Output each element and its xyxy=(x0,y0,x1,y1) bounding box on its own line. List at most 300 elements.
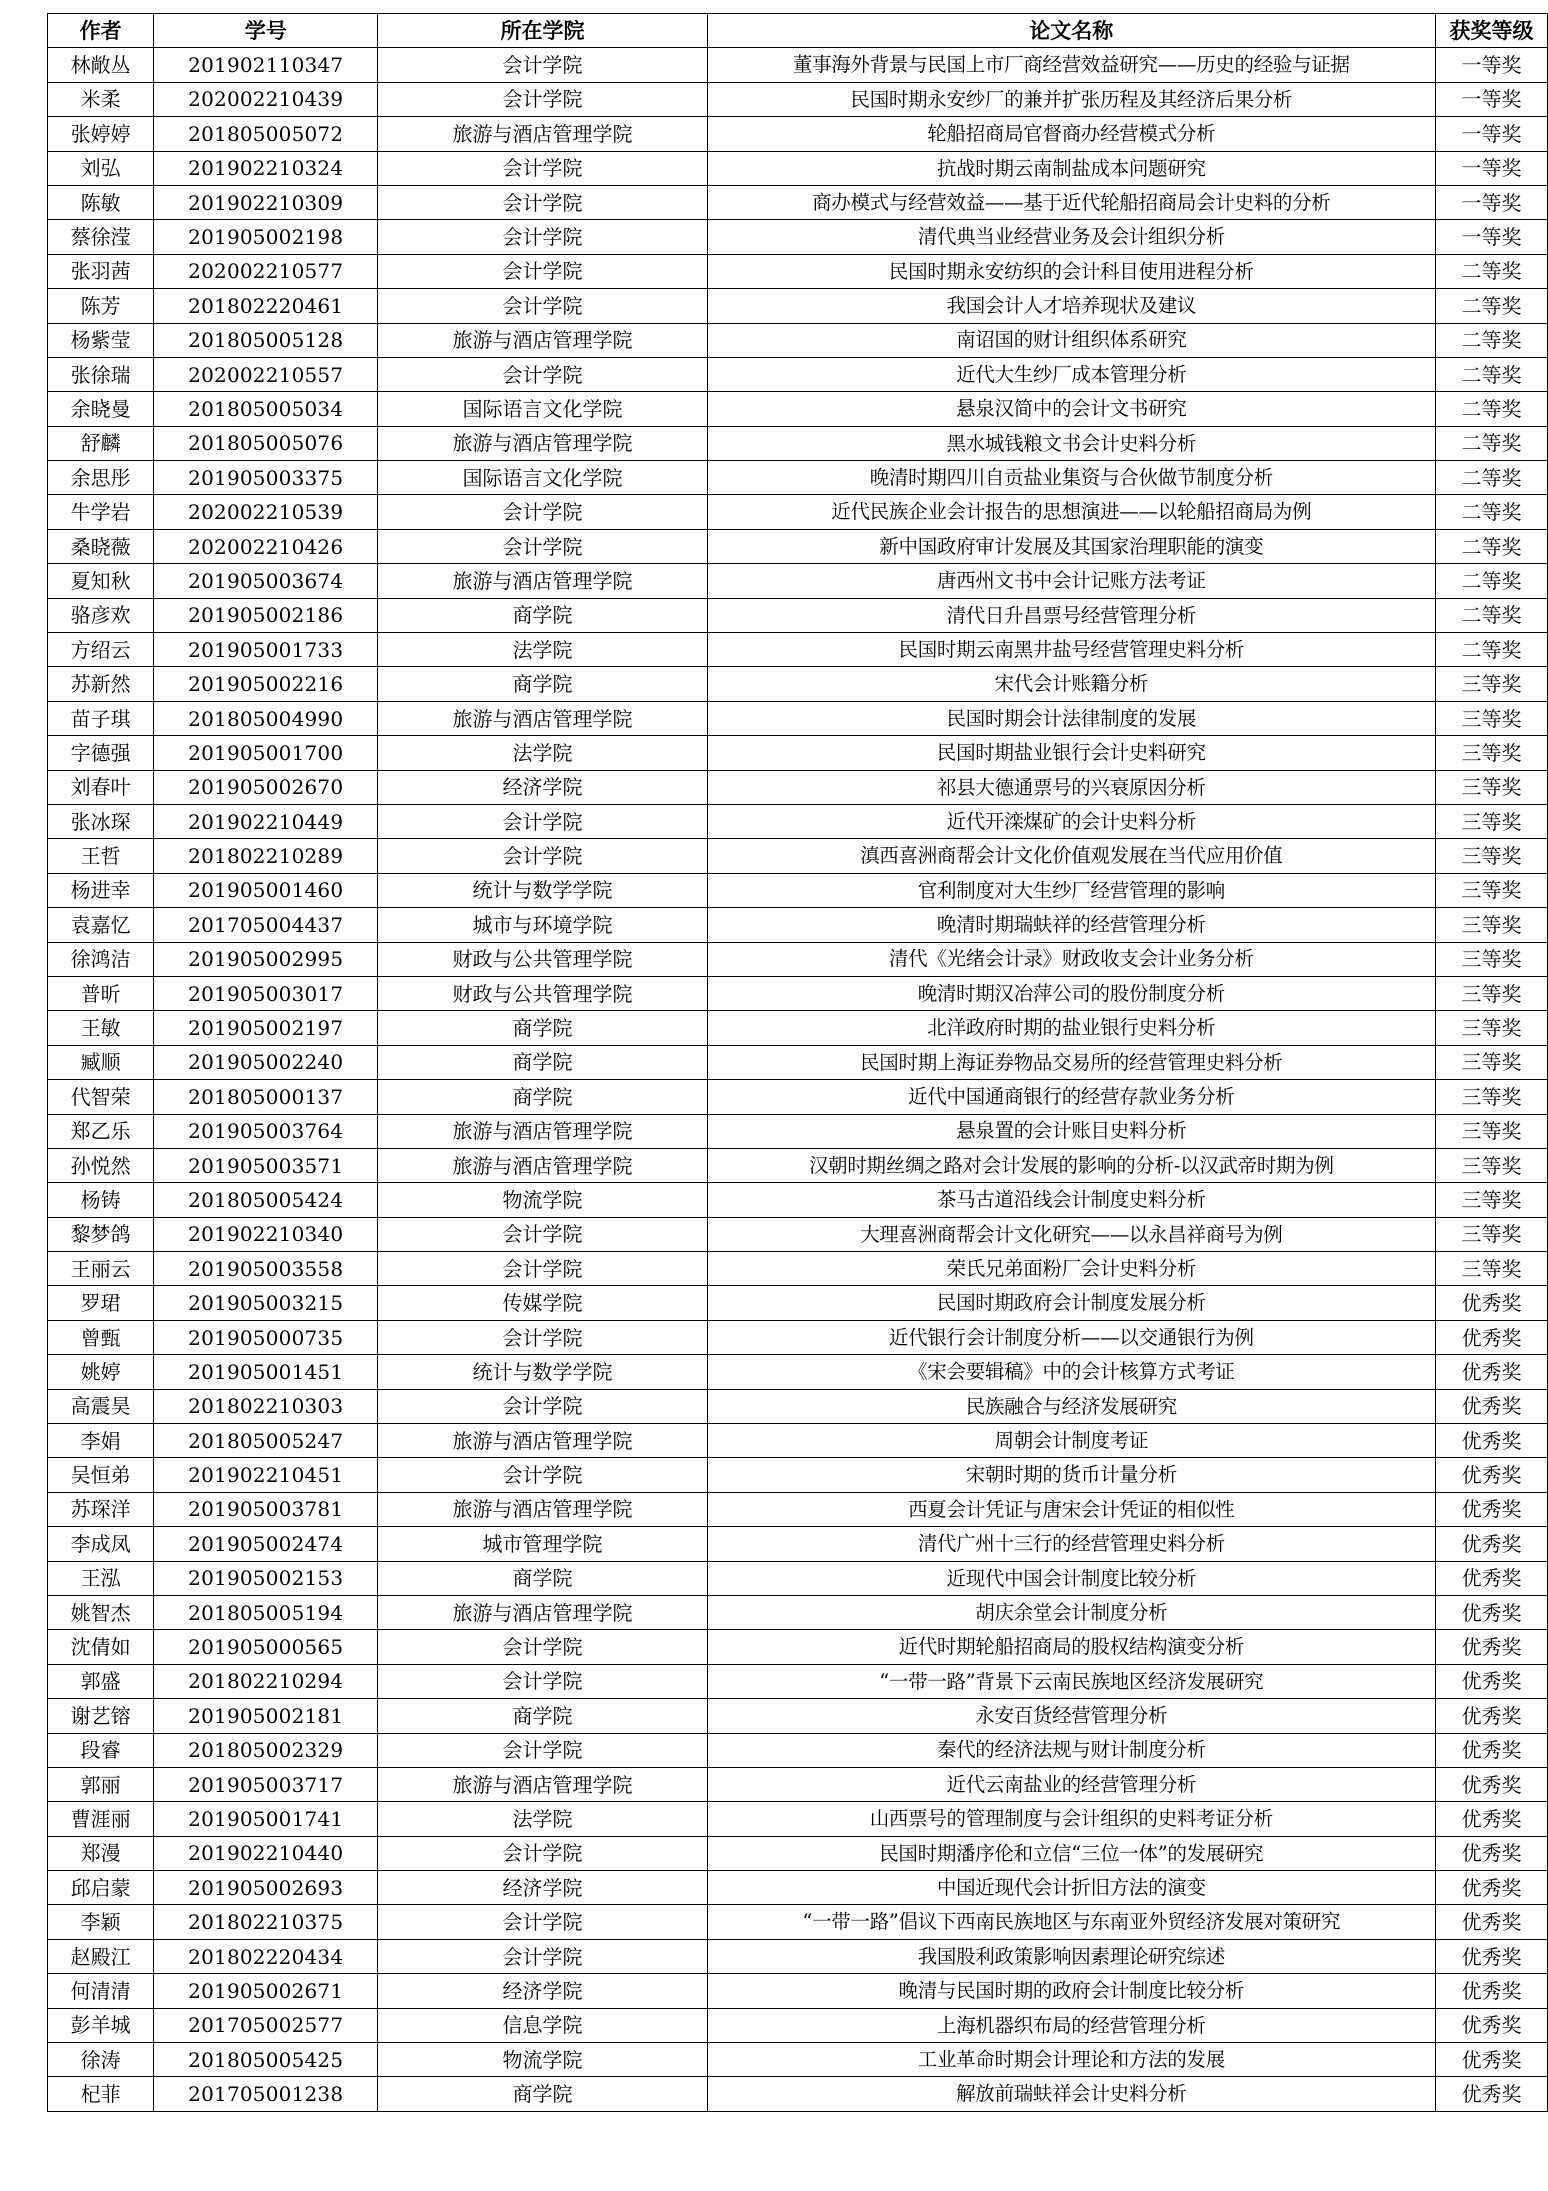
author-cell: 方绍云 xyxy=(48,633,154,667)
paper-title-cell: 近代银行会计制度分析——以交通银行为例 xyxy=(707,1320,1435,1354)
award-level-cell: 三等奖 xyxy=(1435,839,1547,873)
paper-title-cell: 西夏会计凭证与唐宋会计凭证的相似性 xyxy=(707,1492,1435,1526)
table-row xyxy=(48,1767,1548,1801)
table-body xyxy=(48,48,1548,2111)
author-cell: 张羽茜 xyxy=(48,254,154,288)
college-cell: 财政与公共管理学院 xyxy=(378,976,707,1010)
college-cell: 会计学院 xyxy=(378,1733,707,1767)
student-id-cell: 201705002577 xyxy=(154,2008,378,2042)
author-cell: 字德强 xyxy=(48,736,154,770)
student-id-cell: 201905003571 xyxy=(154,1148,378,1182)
author-cell: 高震昊 xyxy=(48,1389,154,1423)
author-cell: 普昕 xyxy=(48,976,154,1010)
paper-title-cell: 晚清时期瑞蚨祥的经营管理分析 xyxy=(707,908,1435,942)
paper-title-cell: 山西票号的管理制度与会计组织的史料考证分析 xyxy=(707,1802,1435,1836)
college-cell: 传媒学院 xyxy=(378,1286,707,1320)
paper-title-cell: 民国时期云南黑井盐号经营管理史料分析 xyxy=(707,633,1435,667)
college-cell: 商学院 xyxy=(378,667,707,701)
college-cell: 商学院 xyxy=(378,1011,707,1045)
table-row xyxy=(48,736,1548,770)
student-id-cell: 201805005034 xyxy=(154,392,378,426)
award-level-cell: 优秀奖 xyxy=(1435,1733,1547,1767)
table-row xyxy=(48,2043,1548,2077)
table-row xyxy=(48,1286,1548,1320)
table-row xyxy=(48,701,1548,735)
college-cell: 物流学院 xyxy=(378,2043,707,2077)
table-row xyxy=(48,2077,1548,2111)
college-cell: 国际语言文化学院 xyxy=(378,392,707,426)
college-cell: 旅游与酒店管理学院 xyxy=(378,323,707,357)
college-cell: 物流学院 xyxy=(378,1183,707,1217)
student-id-cell: 201805005424 xyxy=(154,1183,378,1217)
award-level-cell: 优秀奖 xyxy=(1435,2043,1547,2077)
award-level-cell: 优秀奖 xyxy=(1435,1355,1547,1389)
student-id-cell: 201905002671 xyxy=(154,1974,378,2008)
table-row xyxy=(48,1595,1548,1629)
student-id-cell: 201902210451 xyxy=(154,1458,378,1492)
paper-title-cell: 民国时期永安纺织的会计科目使用进程分析 xyxy=(707,254,1435,288)
student-id-cell: 201905002198 xyxy=(154,220,378,254)
college-cell: 旅游与酒店管理学院 xyxy=(378,1114,707,1148)
award-level-cell: 三等奖 xyxy=(1435,1045,1547,1079)
author-cell: 彭羊城 xyxy=(48,2008,154,2042)
college-cell: 旅游与酒店管理学院 xyxy=(378,1492,707,1526)
paper-title-cell: 南诏国的财计组织体系研究 xyxy=(707,323,1435,357)
student-id-cell: 201905000735 xyxy=(154,1320,378,1354)
table-row xyxy=(48,1802,1548,1836)
paper-title-cell: 滇西喜洲商帮会计文化价值观发展在当代应用价值 xyxy=(707,839,1435,873)
paper-title-cell: 我国股利政策影响因素理论研究综述 xyxy=(707,1939,1435,1973)
student-id-cell: 201905001460 xyxy=(154,873,378,907)
college-cell: 会计学院 xyxy=(378,1389,707,1423)
award-level-cell: 二等奖 xyxy=(1435,426,1547,460)
student-id-cell: 201905002186 xyxy=(154,598,378,632)
student-id-cell: 201905000565 xyxy=(154,1630,378,1664)
college-cell: 会计学院 xyxy=(378,495,707,529)
award-level-cell: 三等奖 xyxy=(1435,1011,1547,1045)
college-cell: 会计学院 xyxy=(378,289,707,323)
table-row xyxy=(48,289,1548,323)
author-cell: 张冰琛 xyxy=(48,804,154,838)
award-level-cell: 一等奖 xyxy=(1435,117,1547,151)
college-cell: 法学院 xyxy=(378,736,707,770)
award-level-cell: 二等奖 xyxy=(1435,357,1547,391)
college-cell: 会计学院 xyxy=(378,220,707,254)
author-cell: 苏琛洋 xyxy=(48,1492,154,1526)
student-id-cell: 201805004990 xyxy=(154,701,378,735)
paper-title-cell: 商办模式与经营效益——基于近代轮船招商局会计史料的分析 xyxy=(707,185,1435,219)
author-cell: 何清清 xyxy=(48,1974,154,2008)
student-id-cell: 201802220434 xyxy=(154,1939,378,1973)
author-cell: 林敞丛 xyxy=(48,48,154,82)
author-cell: 余思彤 xyxy=(48,461,154,495)
college-cell: 商学院 xyxy=(378,1699,707,1733)
table-row xyxy=(48,564,1548,598)
award-level-cell: 优秀奖 xyxy=(1435,1630,1547,1664)
award-level-cell: 三等奖 xyxy=(1435,942,1547,976)
table-row xyxy=(48,1355,1548,1389)
author-cell: 郑漫 xyxy=(48,1836,154,1870)
award-level-cell: 三等奖 xyxy=(1435,873,1547,907)
award-level-cell: 优秀奖 xyxy=(1435,1699,1547,1733)
student-id-cell: 201805005194 xyxy=(154,1595,378,1629)
paper-title-cell: 宋朝时期的货币计量分析 xyxy=(707,1458,1435,1492)
award-level-cell: 一等奖 xyxy=(1435,185,1547,219)
author-cell: 陈芳 xyxy=(48,289,154,323)
student-id-cell: 201905002197 xyxy=(154,1011,378,1045)
college-cell: 城市与环境学院 xyxy=(378,908,707,942)
paper-title-cell: 民国时期上海证券物品交易所的经营管理史料分析 xyxy=(707,1045,1435,1079)
paper-title-cell: 近现代中国会计制度比较分析 xyxy=(707,1561,1435,1595)
award-level-cell: 优秀奖 xyxy=(1435,1527,1547,1561)
table-row xyxy=(48,1974,1548,2008)
table-row xyxy=(48,461,1548,495)
table-row xyxy=(48,873,1548,907)
table-row xyxy=(48,220,1548,254)
college-cell: 旅游与酒店管理学院 xyxy=(378,1424,707,1458)
table-row xyxy=(48,1905,1548,1939)
author-cell: 罗珺 xyxy=(48,1286,154,1320)
table-row xyxy=(48,151,1548,185)
paper-title-cell: 晚清时期汉冶萍公司的股份制度分析 xyxy=(707,976,1435,1010)
award-level-cell: 三等奖 xyxy=(1435,1252,1547,1286)
author-cell: 牛学岩 xyxy=(48,495,154,529)
award-level-cell: 优秀奖 xyxy=(1435,1836,1547,1870)
author-cell: 谢艺镕 xyxy=(48,1699,154,1733)
college-cell: 会计学院 xyxy=(378,1320,707,1354)
award-document xyxy=(47,13,1548,2112)
author-cell: 张徐瑞 xyxy=(48,357,154,391)
paper-title-cell: 近代中国通商银行的经营存款业务分析 xyxy=(707,1080,1435,1114)
table-row xyxy=(48,117,1548,151)
paper-title-cell: 民族融合与经济发展研究 xyxy=(707,1389,1435,1423)
college-cell: 会计学院 xyxy=(378,1836,707,1870)
paper-title-cell: 民国时期政府会计制度发展分析 xyxy=(707,1286,1435,1320)
award-level-cell: 优秀奖 xyxy=(1435,1389,1547,1423)
paper-title-cell: 茶马古道沿线会计制度史料分析 xyxy=(707,1183,1435,1217)
table-row xyxy=(48,2008,1548,2042)
paper-title-cell: 董事海外背景与民国上市厂商经营效益研究——历史的经验与证据 xyxy=(707,48,1435,82)
student-id-cell: 201802210303 xyxy=(154,1389,378,1423)
paper-title-cell: 新中国政府审计发展及其国家治理职能的演变 xyxy=(707,529,1435,563)
student-id-cell: 201905002474 xyxy=(154,1527,378,1561)
table-row xyxy=(48,942,1548,976)
award-level-cell: 三等奖 xyxy=(1435,908,1547,942)
author-cell: 袁嘉忆 xyxy=(48,908,154,942)
award-level-cell: 优秀奖 xyxy=(1435,1664,1547,1698)
author-cell: 王泓 xyxy=(48,1561,154,1595)
award-level-cell: 三等奖 xyxy=(1435,667,1547,701)
paper-title-cell: 晚清与民国时期的政府会计制度比较分析 xyxy=(707,1974,1435,2008)
table-row xyxy=(48,495,1548,529)
student-id-cell: 201805005076 xyxy=(154,426,378,460)
student-id-cell: 201905001741 xyxy=(154,1802,378,1836)
author-cell: 骆彦欢 xyxy=(48,598,154,632)
table-row xyxy=(48,804,1548,838)
award-level-cell: 三等奖 xyxy=(1435,976,1547,1010)
award-level-cell: 二等奖 xyxy=(1435,392,1547,426)
author-cell: 张婷婷 xyxy=(48,117,154,151)
student-id-cell: 201905001451 xyxy=(154,1355,378,1389)
paper-title-cell: 宋代会计账籍分析 xyxy=(707,667,1435,701)
student-id-cell: 201805005247 xyxy=(154,1424,378,1458)
college-cell: 城市管理学院 xyxy=(378,1527,707,1561)
award-level-cell: 二等奖 xyxy=(1435,529,1547,563)
column-header-author: 作者 xyxy=(48,14,154,48)
paper-title-cell: 汉朝时期丝绸之路对会计发展的影响的分析-以汉武帝时期为例 xyxy=(707,1148,1435,1182)
student-id-cell: 201805002329 xyxy=(154,1733,378,1767)
table-header-row xyxy=(48,14,1548,48)
college-cell: 商学院 xyxy=(378,1045,707,1079)
table-row xyxy=(48,1217,1548,1251)
author-cell: 米柔 xyxy=(48,82,154,116)
student-id-cell: 201902210440 xyxy=(154,1836,378,1870)
column-header-paper-title: 论文名称 xyxy=(707,14,1435,48)
table-row xyxy=(48,1045,1548,1079)
paper-title-cell: 工业革命时期会计理论和方法的发展 xyxy=(707,2043,1435,2077)
table-row xyxy=(48,598,1548,632)
college-cell: 会计学院 xyxy=(378,48,707,82)
author-cell: 李成凤 xyxy=(48,1527,154,1561)
author-cell: 吴恒弟 xyxy=(48,1458,154,1492)
paper-title-cell: 近代云南盐业的经营管理分析 xyxy=(707,1767,1435,1801)
author-cell: 刘春叶 xyxy=(48,770,154,804)
author-cell: 杞菲 xyxy=(48,2077,154,2111)
paper-title-cell: 北洋政府时期的盐业银行史料分析 xyxy=(707,1011,1435,1045)
paper-title-cell: 祁县大德通票号的兴衰原因分析 xyxy=(707,770,1435,804)
college-cell: 财政与公共管理学院 xyxy=(378,942,707,976)
table-row xyxy=(48,633,1548,667)
college-cell: 商学院 xyxy=(378,598,707,632)
table-row xyxy=(48,1527,1548,1561)
author-cell: 赵殿江 xyxy=(48,1939,154,1973)
college-cell: 会计学院 xyxy=(378,1458,707,1492)
table-row xyxy=(48,323,1548,357)
award-level-cell: 优秀奖 xyxy=(1435,1802,1547,1836)
author-cell: 刘弘 xyxy=(48,151,154,185)
table-row xyxy=(48,1871,1548,1905)
college-cell: 旅游与酒店管理学院 xyxy=(378,1148,707,1182)
column-header-college: 所在学院 xyxy=(378,14,707,48)
student-id-cell: 201705001238 xyxy=(154,2077,378,2111)
college-cell: 旅游与酒店管理学院 xyxy=(378,117,707,151)
award-level-cell: 二等奖 xyxy=(1435,564,1547,598)
college-cell: 旅游与酒店管理学院 xyxy=(378,1767,707,1801)
college-cell: 统计与数学学院 xyxy=(378,1355,707,1389)
author-cell: 李颖 xyxy=(48,1905,154,1939)
award-level-cell: 优秀奖 xyxy=(1435,1871,1547,1905)
student-id-cell: 201905002240 xyxy=(154,1045,378,1079)
college-cell: 会计学院 xyxy=(378,357,707,391)
author-cell: 王丽云 xyxy=(48,1252,154,1286)
table-row xyxy=(48,1664,1548,1698)
table-row xyxy=(48,1492,1548,1526)
award-level-cell: 二等奖 xyxy=(1435,323,1547,357)
student-id-cell: 202002210426 xyxy=(154,529,378,563)
paper-title-cell: 民国时期会计法律制度的发展 xyxy=(707,701,1435,735)
student-id-cell: 201905003558 xyxy=(154,1252,378,1286)
paper-title-cell: 官利制度对大生纱厂经营管理的影响 xyxy=(707,873,1435,907)
award-level-cell: 三等奖 xyxy=(1435,701,1547,735)
college-cell: 商学院 xyxy=(378,2077,707,2111)
paper-title-cell: 秦代的经济法规与财计制度分析 xyxy=(707,1733,1435,1767)
paper-title-cell: 清代典当业经营业务及会计组织分析 xyxy=(707,220,1435,254)
author-cell: 苏新然 xyxy=(48,667,154,701)
author-cell: 桑晓薇 xyxy=(48,529,154,563)
author-cell: 舒麟 xyxy=(48,426,154,460)
award-level-cell: 三等奖 xyxy=(1435,1114,1547,1148)
award-level-cell: 二等奖 xyxy=(1435,289,1547,323)
award-level-cell: 优秀奖 xyxy=(1435,1767,1547,1801)
author-cell: 孙悦然 xyxy=(48,1148,154,1182)
award-level-cell: 一等奖 xyxy=(1435,151,1547,185)
college-cell: 会计学院 xyxy=(378,1905,707,1939)
student-id-cell: 202002210577 xyxy=(154,254,378,288)
table-row xyxy=(48,1836,1548,1870)
author-cell: 蔡徐滢 xyxy=(48,220,154,254)
college-cell: 旅游与酒店管理学院 xyxy=(378,426,707,460)
college-cell: 会计学院 xyxy=(378,254,707,288)
table-row xyxy=(48,1424,1548,1458)
student-id-cell: 201905003674 xyxy=(154,564,378,598)
table-row xyxy=(48,908,1548,942)
paper-title-cell: 清代日升昌票号经营管理分析 xyxy=(707,598,1435,632)
author-cell: 曹涯丽 xyxy=(48,1802,154,1836)
college-cell: 旅游与酒店管理学院 xyxy=(378,1595,707,1629)
author-cell: 王敏 xyxy=(48,1011,154,1045)
paper-title-cell: 悬泉汉简中的会计文书研究 xyxy=(707,392,1435,426)
college-cell: 会计学院 xyxy=(378,839,707,873)
author-cell: 沈倩如 xyxy=(48,1630,154,1664)
author-cell: 陈敏 xyxy=(48,185,154,219)
student-id-cell: 201905003375 xyxy=(154,461,378,495)
table-row xyxy=(48,1148,1548,1182)
table-row xyxy=(48,1458,1548,1492)
paper-title-cell: 民国时期盐业银行会计史料研究 xyxy=(707,736,1435,770)
student-id-cell: 202002210539 xyxy=(154,495,378,529)
paper-title-cell: 《宋会要辑稿》中的会计核算方式考证 xyxy=(707,1355,1435,1389)
author-cell: 杨进幸 xyxy=(48,873,154,907)
college-cell: 会计学院 xyxy=(378,1252,707,1286)
student-id-cell: 201905003215 xyxy=(154,1286,378,1320)
author-cell: 臧顺 xyxy=(48,1045,154,1079)
table-row xyxy=(48,48,1548,82)
college-cell: 商学院 xyxy=(378,1080,707,1114)
award-level-cell: 三等奖 xyxy=(1435,1217,1547,1251)
student-id-cell: 201905002216 xyxy=(154,667,378,701)
college-cell: 会计学院 xyxy=(378,1217,707,1251)
paper-title-cell: 周朝会计制度考证 xyxy=(707,1424,1435,1458)
award-level-cell: 一等奖 xyxy=(1435,220,1547,254)
award-level-cell: 一等奖 xyxy=(1435,48,1547,82)
award-level-cell: 二等奖 xyxy=(1435,254,1547,288)
college-cell: 信息学院 xyxy=(378,2008,707,2042)
award-level-cell: 三等奖 xyxy=(1435,1183,1547,1217)
award-level-cell: 三等奖 xyxy=(1435,1080,1547,1114)
table-row xyxy=(48,1183,1548,1217)
student-id-cell: 201902110347 xyxy=(154,48,378,82)
author-cell: 代智荣 xyxy=(48,1080,154,1114)
paper-title-cell: 近代民族企业会计报告的思想演进——以轮船招商局为例 xyxy=(707,495,1435,529)
table-row xyxy=(48,839,1548,873)
student-id-cell: 201805000137 xyxy=(154,1080,378,1114)
college-cell: 旅游与酒店管理学院 xyxy=(378,564,707,598)
student-id-cell: 201802210294 xyxy=(154,1664,378,1698)
paper-title-cell: 解放前瑞蚨祥会计史料分析 xyxy=(707,2077,1435,2111)
student-id-cell: 201805005072 xyxy=(154,117,378,151)
table-row xyxy=(48,1733,1548,1767)
student-id-cell: 201802210375 xyxy=(154,1905,378,1939)
table-row xyxy=(48,1114,1548,1148)
table-row xyxy=(48,1561,1548,1595)
table-row xyxy=(48,1389,1548,1423)
paper-title-cell: “一带一路”倡议下西南民族地区与东南亚外贸经济发展对策研究 xyxy=(707,1905,1435,1939)
award-level-cell: 二等奖 xyxy=(1435,495,1547,529)
student-id-cell: 201805005425 xyxy=(154,2043,378,2077)
student-id-cell: 201905003017 xyxy=(154,976,378,1010)
paper-title-cell: 轮船招商局官督商办经营模式分析 xyxy=(707,117,1435,151)
table-row xyxy=(48,529,1548,563)
table-row xyxy=(48,392,1548,426)
paper-title-cell: 上海机器织布局的经营管理分析 xyxy=(707,2008,1435,2042)
table-row xyxy=(48,1630,1548,1664)
paper-title-cell: 民国时期潘序伦和立信“三位一体”的发展研究 xyxy=(707,1836,1435,1870)
college-cell: 旅游与酒店管理学院 xyxy=(378,701,707,735)
college-cell: 会计学院 xyxy=(378,804,707,838)
student-id-cell: 202002210439 xyxy=(154,82,378,116)
column-header-student-id: 学号 xyxy=(154,14,378,48)
author-cell: 郭盛 xyxy=(48,1664,154,1698)
student-id-cell: 201902210449 xyxy=(154,804,378,838)
college-cell: 经济学院 xyxy=(378,770,707,804)
college-cell: 商学院 xyxy=(378,1561,707,1595)
award-level-cell: 优秀奖 xyxy=(1435,1595,1547,1629)
paper-title-cell: 胡庆余堂会计制度分析 xyxy=(707,1595,1435,1629)
student-id-cell: 201905003781 xyxy=(154,1492,378,1526)
award-level-cell: 优秀奖 xyxy=(1435,1320,1547,1354)
paper-title-cell: 悬泉置的会计账目史料分析 xyxy=(707,1114,1435,1148)
table-row xyxy=(48,770,1548,804)
author-cell: 徐涛 xyxy=(48,2043,154,2077)
paper-title-cell: 清代广州十三行的经营管理史料分析 xyxy=(707,1527,1435,1561)
author-cell: 杨紫莹 xyxy=(48,323,154,357)
table-row xyxy=(48,357,1548,391)
author-cell: 段睿 xyxy=(48,1733,154,1767)
table-row xyxy=(48,976,1548,1010)
author-cell: 姚婷 xyxy=(48,1355,154,1389)
student-id-cell: 201902210340 xyxy=(154,1217,378,1251)
table-row xyxy=(48,667,1548,701)
paper-title-cell: 荣氏兄弟面粉厂会计史料分析 xyxy=(707,1252,1435,1286)
author-cell: 余晓曼 xyxy=(48,392,154,426)
paper-title-cell: 近代大生纱厂成本管理分析 xyxy=(707,357,1435,391)
college-cell: 会计学院 xyxy=(378,151,707,185)
table-row xyxy=(48,1252,1548,1286)
table-row xyxy=(48,254,1548,288)
paper-title-cell: “一带一路”背景下云南民族地区经济发展研究 xyxy=(707,1664,1435,1698)
award-level-cell: 优秀奖 xyxy=(1435,2077,1547,2111)
award-level-cell: 优秀奖 xyxy=(1435,1561,1547,1595)
award-level-cell: 二等奖 xyxy=(1435,598,1547,632)
award-level-cell: 优秀奖 xyxy=(1435,1286,1547,1320)
table-row xyxy=(48,1320,1548,1354)
student-id-cell: 201905001700 xyxy=(154,736,378,770)
college-cell: 会计学院 xyxy=(378,185,707,219)
college-cell: 统计与数学学院 xyxy=(378,873,707,907)
college-cell: 法学院 xyxy=(378,633,707,667)
college-cell: 会计学院 xyxy=(378,82,707,116)
table-row xyxy=(48,185,1548,219)
